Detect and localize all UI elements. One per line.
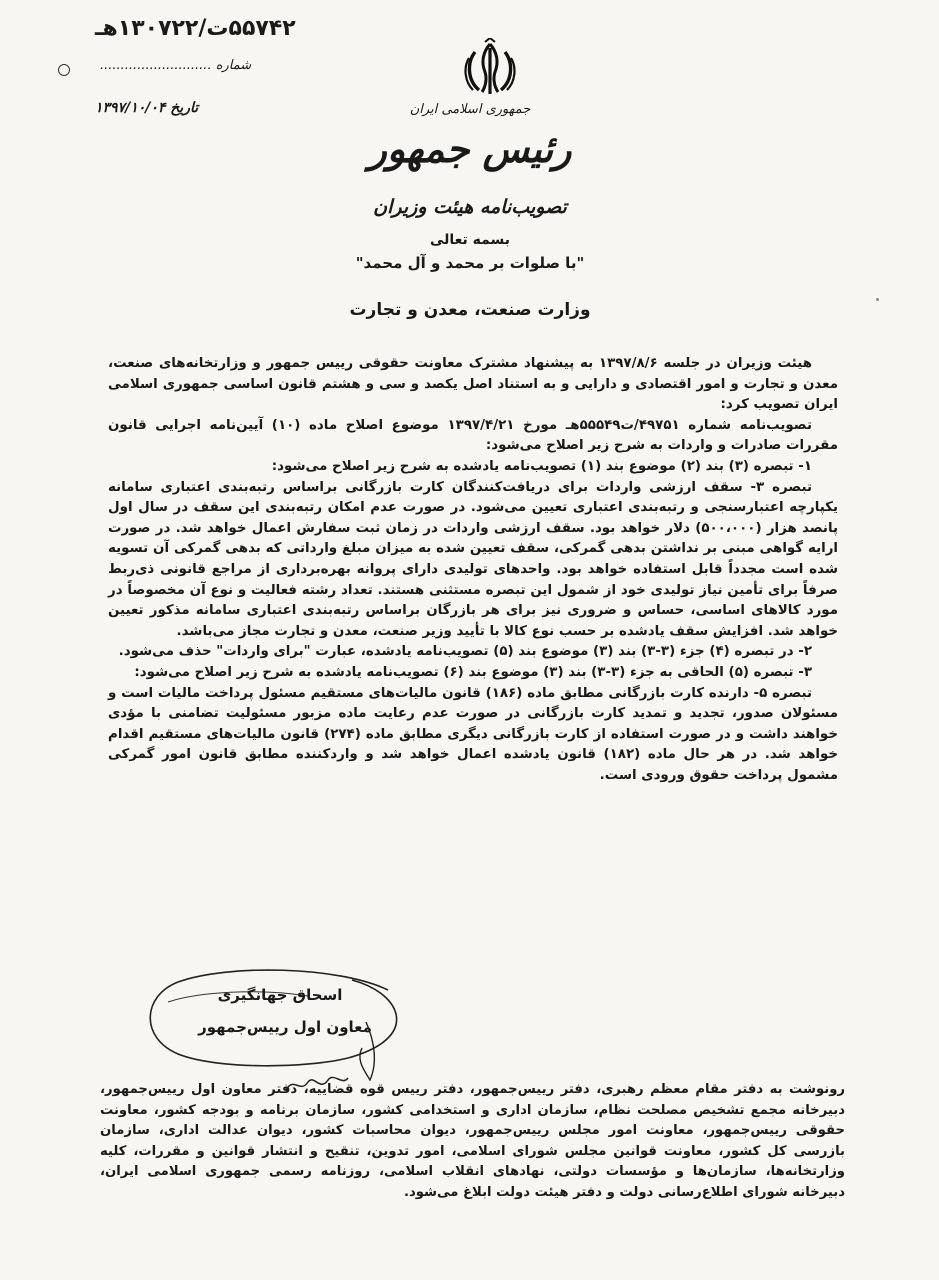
paragraph-amendment: تصویب‌نامه شماره ۴۹۷۵۱/ت۵۵۵۴۹هـ مورخ ۱۳۹۷/۴/۲۱ موضوع اصلاح ماده (۱۰) آیین‌نامه اجرایی قانون مقررات صادرات و واردات به شرح زیر اصلاح می‌شود: [108,417,838,454]
paragraph-item-1: ۱- تبصره (۳) بند (۲) موضوع بند (۱) تصویب‌نامه یادشده به شرح زیر اصلاح می‌شود: [271,458,812,474]
salawat-heading: "با صلوات بر محمد و آل محمد" [355,254,585,272]
number-label: شماره ........................... [100,58,252,73]
punch-hole-mark [58,64,70,76]
letter-number: ۵۵۷۴۲ت/۱۳۰۷۲۲هـ [95,16,296,41]
republic-title: جمهوری اسلامی ایران [409,102,531,117]
paragraph-note-5: تبصره ۵- دارنده کارت بازرگانی مطابق ماده (۱۸۶) قانون مالیات‌های مستقیم مسئول پرداخت مالیات است و مسئولان صدور، تجدید و تمدید کارت بازرگانی در صورت عدم رعایت ماده مزبور مسئولیت تضامنی با مؤدی خواهند داشت و در صورت استفاده از کارت بازرگانی دیگری مطابق ماده (۲۷۴) قانون مالیات‌های مستقیم اقدام خواهد شد. در هر حال ماده (۱۸۲) قانون یادشده اعمال خواهد شد و واردکننده مطابق قانون امور گمرکی مشمول پرداخت حقوق ورودی است. [108,685,839,783]
paragraph-item-3: ۳- تبصره (۵) الحاقی به جزء (۳-۳) بند (۳) موضوع بند (۶) تصویب‌نامه یادشده به شرح زیر اصلاح می‌شود: [134,664,812,680]
signatory-title: معاون اول رییس‌جمهور [198,1018,372,1036]
paragraph-note-3: تبصره ۳- سقف ارزشی واردات برای دریافت‌کنندگان کارت بازرگانی براساس رتبه‌بندی اعتباری سامانه یکپارچه اعتبارسنجی و رتبه‌بندی اعتباری تعیین می‌شود. در صورت عدم امکان رتبه‌بندی این سقف در سال اول پانصد هزار (۵۰۰،۰۰۰) دلار خواهد بود. سقف ارزشی واردات در زمان ثبت سفارش اعمال خواهد شد. در صورت ارایه گواهی مبنی بر نداشتن بدهی گمرکی، سقف تعیین شده به میزان مبلغ وارداتی که بدهی گمرکی آن تسویه شده است مجدداً قابل استفاده خواهد بود. واحدهای تولیدی دارای پروانه بهره‌برداری از مراجع قانونی ذی‌ربط صرفاً برای تأمین نیاز تولیدی خود از شمول این تبصره مستثنی هستند. تعداد رشته فعالیت و نوع آن مخصوصاً در مورد کالاهای اساسی، حساس و ضروری نیز برای هر بازرگان براساس رتبه‌بندی اعتباری سامانه مذکور تعیین خواهد شد. افزایش سقف یادشده بر حسب نوع کالا با تأیید وزیر صنعت، معدن و تجارت مجاز می‌باشد. [108,479,839,639]
bismillah-heading: بسمه تعالی [429,232,511,248]
cabinet-approval-title: تصویب‌نامه هیئت وزیران [373,196,567,218]
paragraph-intro: هیئت وزیران در جلسه ۱۳۹۷/۸/۶ به پیشنهاد مشترک معاونت حقوقی رییس جمهور و وزارتخانه‌های صنعت، معدن و تجارت و امور اقتصادی و دارایی و به استناد اصل یکصد و سی و هشتم قانون اساسی جمهوری اسلامی ایران تصویب کرد: [108,356,838,413]
signatory-name: اسحاق جهانگیری [217,986,343,1004]
copy-distribution [100,1080,845,1204]
resolution-body [108,354,838,786]
cc-paragraph: رونوشت به دفتر مقام معظم رهبری، دفتر رییس‌جمهور، دفتر رییس قوه قضاییه، دفتر معاون اول رییس‌جمهور، دبیرخانه مجمع تشخیص مصلحت نظام، سازمان اداری و استخدامی کشور، سازمان برنامه و بودجه کشور، معاونت حقوقی رییس‌جمهور، معاونت امور مجلس رییس‌جمهور، دیوان محاسبات کشور، دیوان عدالت اداری، سازمان بازرسی کل کشور، معاونت قوانین مجلس شورای اسلامی، امور تدوین، تنقیح و انتشار قوانین و مقررات، کلیه وزارتخانه‌ها، سازمان‌ها و مؤسسات دولتی، نهادهای انقلاب اسلامی، روزنامه رسمی جمهوری اسلامی ایران، دبیرخانه شورای اطلاع‌رسانی دولت و دفتر هیئت دولت ابلاغ می‌شود. [100,1082,845,1200]
scan-speck [876,298,879,301]
president-title: رئیس جمهور [368,126,572,171]
ministry-heading: وزارت صنعت، معدن و تجارت [349,300,591,320]
paragraph-item-2: ۲- در تبصره (۴) جزء (۳-۳) بند (۳) موضوع بند (۵) تصویب‌نامه یادشده، عبارت "برای واردات" حذف می‌شود. [118,644,812,660]
iran-emblem-icon [459,38,521,100]
letter-date: تاریخ ۱۳۹۷/۱۰/۰۴ [95,100,199,116]
